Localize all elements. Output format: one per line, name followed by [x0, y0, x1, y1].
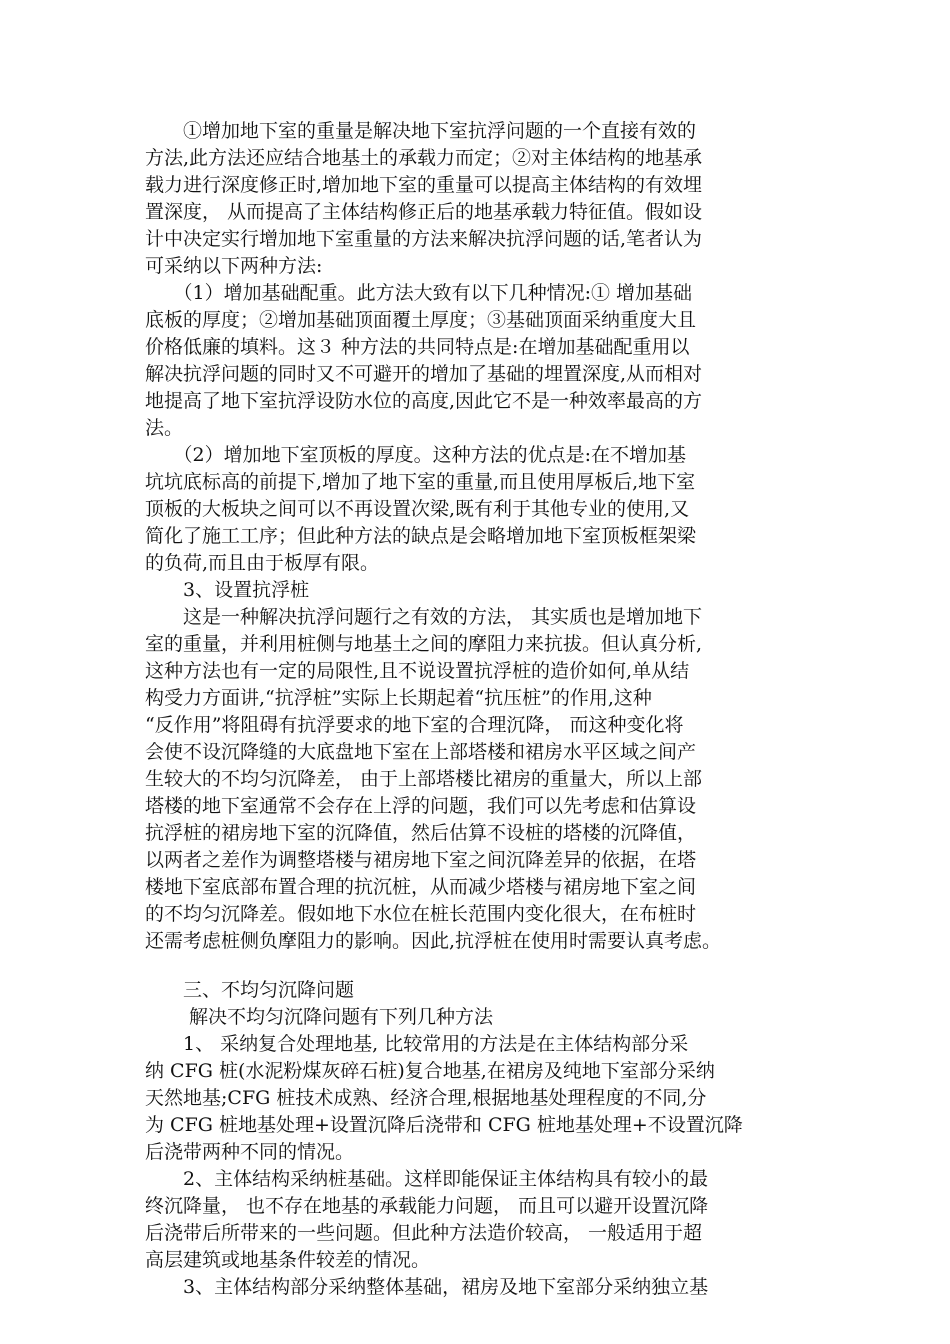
text-line: 塔楼的地下室通常不会存在上浮的问题，我们可以先考虑和估算设: [145, 795, 697, 817]
text-line: 会使不设沉降缝的大底盘地下室在上部塔楼和裙房水平区域之间产: [145, 741, 697, 763]
text-line: 室的重量，并利用桩侧与地基土之间的摩阻力来抗拔。但认真分析,: [145, 633, 703, 655]
paragraph-method-composite: [145, 1031, 825, 1166]
text-line: 计中决定实行增加地下室重量的方法来解决抗浮问题的话,笔者认为: [145, 228, 703, 250]
text-line: 可采纳以下两种方法:: [145, 255, 323, 277]
text-line: 2、主体结构采纳桩基础。这样即能保证主体结构具有较小的最: [145, 1168, 709, 1190]
text-line: 还需考虑桩侧负摩阻力的影响。因此,抗浮桩在使用时需要认真考虑。: [145, 930, 722, 952]
text-line: 的不均匀沉降差。假如地下水位在桩长范围内变化很大，在布桩时: [145, 903, 697, 925]
heading-anti-float-piles: 3、设置抗浮桩: [145, 579, 310, 601]
paragraph-method-pile-foundation: [145, 1166, 825, 1274]
text-line: 后浇带后所带来的一些问题。但此种方法造价较高， 一般适用于超: [145, 1222, 703, 1244]
text-line: 价格低廉的填料。这３ 种方法的共同特点是:在增加基础配重用以: [145, 336, 690, 358]
text-line: 坑坑底标高的前提下,增加了地下室的重量,而且使用厚板后,地下室: [145, 471, 696, 493]
text-line: 顶板的大板块之间可以不再设置次梁,既有利于其他专业的使用,又: [145, 498, 690, 520]
paragraph-method-1: [145, 280, 825, 442]
text-line: 以两者之差作为调整塔楼与裙房地下室之间沉降差异的依据，在塔: [145, 849, 697, 871]
text-line: 天然地基;CFG 桩技术成熟、经济合理,根据地基处理程度的不同,分: [145, 1087, 707, 1109]
subheading-methods: 解决不均匀沉降问题有下列几种方法: [145, 1006, 494, 1028]
text-line: 简化了施工工序；但此种方法的缺点是会略增加地下室顶板框架梁: [145, 525, 697, 547]
text-line: 这种方法也有一定的局限性,且不说设置抗浮桩的造价如何,单从结: [145, 660, 690, 682]
text-line: 终沉降量， 也不存在地基的承载能力问题， 而且可以避开设置沉降: [145, 1195, 709, 1217]
paragraph-method-2: [145, 442, 825, 577]
text-line: 底板的厚度；②增加基础顶面覆土厚度；③基础顶面采纳重度大且: [145, 309, 697, 331]
text-line: 后浇带两种不同的情况。: [145, 1141, 355, 1163]
text-line: “反作用”将阻碍有抗浮要求的地下室的合理沉降， 而这种变化将: [145, 714, 684, 736]
text-line: 方法,此方法还应结合地基土的承载力而定；②对主体结构的地基承: [145, 147, 703, 169]
text-line: 3、主体结构部分采纳整体基础，裙房及地下室部分采纳独立基: [145, 1276, 709, 1298]
text-line: 为 CFG 桩地基处理+设置沉降后浇带和 CFG 桩地基处理+不设置沉降: [145, 1114, 743, 1136]
paragraph-method-integral-foundation: [145, 1274, 825, 1301]
text-line: 地提高了地下室抗浮设防水位的高度,因此它不是一种效率最高的方: [145, 390, 703, 412]
text-line: 载力进行深度修正时,增加地下室的重量可以提高主体结构的有效埋: [145, 174, 703, 196]
text-line: 抗浮桩的裙房地下室的沉降值，然后估算不设桩的塔楼的沉降值，: [145, 822, 697, 844]
paragraph-anti-float-piles: [145, 604, 825, 955]
text-line: 生较大的不均匀沉降差， 由于上部塔楼比裙房的重量大，所以上部: [145, 768, 703, 790]
document-page: [145, 118, 825, 1301]
paragraph-floating-measures: [145, 118, 825, 280]
text-line: 这是一种解决抗浮问题行之有效的方法， 其实质也是增加地下: [145, 606, 703, 628]
text-line: （2）增加地下室顶板的厚度。这种方法的优点是:在不增加基: [145, 444, 686, 466]
text-line: （1）增加基础配重。此方法大致有以下几种情况:① 增加基础: [145, 282, 693, 304]
paragraph-spacer: [145, 955, 825, 977]
text-line: ①增加地下室的重量是解决地下室抗浮问题的一个直接有效的: [145, 120, 697, 142]
text-line: 高层建筑或地基条件较差的情况。: [145, 1249, 431, 1271]
text-line: 纳 CFG 桩(水泥粉煤灰碎石桩)复合地基,在裙房及纯地下室部分采纳: [145, 1060, 715, 1082]
text-line: 置深度， 从而提高了主体结构修正后的地基承载力特征值。假如设: [145, 201, 703, 223]
text-line: 楼地下室底部布置合理的抗沉桩，从而减少塔楼与裙房地下室之间: [145, 876, 697, 898]
text-line: 1、 采纳复合处理地基, 比较常用的方法是在主体结构部分采: [145, 1033, 689, 1055]
heading-section-three: 三、不均匀沉降问题: [145, 979, 355, 1001]
text-line: 法。: [145, 417, 184, 439]
text-line: 构受力方面讲,“抗浮桩”实际上长期起着“抗压桩”的作用,这种: [145, 687, 652, 709]
text-line: 的负荷,而且由于板厚有限。: [145, 552, 380, 574]
text-line: 解决抗浮问题的同时又不可避开的增加了基础的埋置深度,从而相对: [145, 363, 703, 385]
